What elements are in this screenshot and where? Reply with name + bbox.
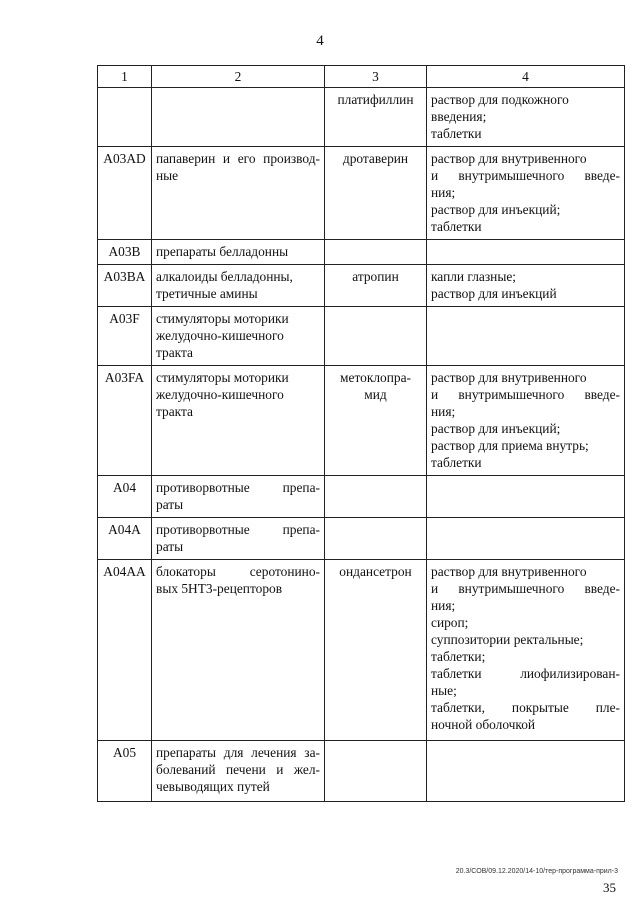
table-row	[98, 560, 625, 741]
table-row	[98, 518, 625, 560]
dosage-form-line: ния;	[431, 598, 456, 613]
table-row	[98, 307, 625, 366]
group-name-line: препараты для лечения за-	[156, 745, 320, 760]
dosage-form-cell	[427, 518, 625, 560]
dosage-form-cell	[427, 476, 625, 518]
inn-line: мид	[364, 387, 387, 402]
dosage-form-cell	[427, 560, 625, 741]
group-name-line: блокаторы серотонино-	[156, 564, 320, 579]
dosage-form-line: раствор для внутривенного	[431, 151, 587, 166]
group-name-line: желудочно-кишечного	[156, 328, 284, 343]
group-name-line: препараты белладонны	[156, 244, 289, 259]
dosage-form-line: таблетки	[431, 455, 482, 470]
inn-cell	[325, 518, 427, 560]
dosage-form-cell	[427, 88, 625, 147]
group-name-line: раты	[156, 539, 184, 554]
dosage-form-cell	[427, 147, 625, 240]
inn-cell	[325, 476, 427, 518]
group-name-line: желудочно-кишечного	[156, 387, 284, 402]
atc-code-cell: A03FA	[98, 366, 152, 476]
dosage-form-line: сироп;	[431, 615, 469, 630]
atc-code-cell: A03AD	[98, 147, 152, 240]
dosage-form-line: капли глазные;	[431, 269, 516, 284]
inn-line: атропин	[352, 269, 399, 284]
atc-code-cell: A03F	[98, 307, 152, 366]
column-header-2: 2	[152, 66, 325, 88]
column-header-3: 3	[325, 66, 427, 88]
inn-cell	[325, 265, 427, 307]
group-name-cell	[152, 560, 325, 741]
dosage-form-line: ния;	[431, 185, 456, 200]
atc-code-cell: A04	[98, 476, 152, 518]
dosage-form-line: и внутримышечного введе-	[431, 387, 620, 402]
dosage-form-cell	[427, 265, 625, 307]
header-row	[98, 66, 625, 88]
group-name-cell	[152, 147, 325, 240]
group-name-line: тракта	[156, 345, 193, 360]
atc-code-cell: A03BA	[98, 265, 152, 307]
table-row	[98, 147, 625, 240]
table-row	[98, 88, 625, 147]
inn-cell	[325, 741, 427, 802]
dosage-form-line: раствор для инъекций;	[431, 421, 561, 436]
group-name-cell	[152, 741, 325, 802]
inn-cell	[325, 88, 427, 147]
sheet-number: 35	[603, 880, 616, 895]
dosage-form-line: введения;	[431, 109, 487, 124]
inn-line: метоклопра-	[340, 370, 411, 385]
table-row	[98, 741, 625, 802]
dosage-form-line: ные;	[431, 683, 457, 698]
group-name-cell	[152, 265, 325, 307]
column-header-4: 4	[427, 66, 625, 88]
dosage-form-line: таблетки лиофилизирован-	[431, 666, 620, 681]
group-name-line: ные	[156, 168, 179, 183]
document-code: 20.3/СОВ/09.12.2020/14-10/тер-программа-прил-3	[455, 868, 618, 875]
group-name-cell	[152, 240, 325, 265]
inn-line: дротаверин	[342, 151, 409, 166]
atc-code-cell: A04A	[98, 518, 152, 560]
atc-code-cell: A04AA	[98, 560, 152, 741]
dosage-form-line: ния;	[431, 404, 456, 419]
group-name-cell	[152, 88, 325, 147]
inn-cell	[325, 560, 427, 741]
dosage-form-line: таблетки	[431, 219, 482, 234]
group-name-line: третичные амины	[156, 286, 258, 301]
dosage-form-line: раствор для подкожного	[431, 92, 569, 107]
dosage-form-line: таблетки	[431, 126, 482, 141]
inn-cell	[325, 240, 427, 265]
group-name-line: вых 5HT3-рецепторов	[156, 581, 283, 596]
dosage-form-cell	[427, 366, 625, 476]
drug-table	[97, 65, 625, 802]
dosage-form-line: ночной оболочкой	[431, 717, 536, 732]
dosage-form-line: таблетки;	[431, 649, 486, 664]
dosage-form-line: раствор для инъекций;	[431, 202, 561, 217]
dosage-form-line: таблетки, покрытые пле-	[431, 700, 620, 715]
dosage-form-cell	[427, 307, 625, 366]
group-name-line: чевыводящих путей	[156, 779, 270, 794]
group-name-line: болеваний печени и жел-	[156, 762, 320, 777]
group-name-cell	[152, 366, 325, 476]
column-header-1: 1	[98, 66, 152, 88]
group-name-line: противорвотные препа-	[156, 480, 320, 495]
table-row	[98, 366, 625, 476]
inn-line: ондансетрон	[339, 564, 412, 579]
group-name-line: папаверин и его производ-	[156, 151, 320, 166]
inn-line: платифиллин	[337, 92, 414, 107]
dosage-form-line: суппозитории ректальные;	[431, 632, 584, 647]
dosage-form-line: раствор для внутривенного	[431, 370, 587, 385]
group-name-cell	[152, 307, 325, 366]
table-row	[98, 240, 625, 265]
dosage-form-cell	[427, 240, 625, 265]
table-row	[98, 476, 625, 518]
group-name-cell	[152, 518, 325, 560]
inn-cell	[325, 366, 427, 476]
dosage-form-cell	[427, 741, 625, 802]
group-name-line: стимуляторы моторики	[156, 311, 289, 326]
inn-cell	[325, 147, 427, 240]
dosage-form-line: раствор для приема внутрь;	[431, 438, 589, 453]
group-name-cell	[152, 476, 325, 518]
dosage-form-line: и внутримышечного введе-	[431, 168, 620, 183]
inn-cell	[325, 307, 427, 366]
atc-code-cell	[98, 88, 152, 147]
group-name-line: противорвотные препа-	[156, 522, 320, 537]
atc-code-cell: A03B	[98, 240, 152, 265]
table-row	[98, 265, 625, 307]
group-name-line: стимуляторы моторики	[156, 370, 289, 385]
atc-code-cell: A05	[98, 741, 152, 802]
table-body	[98, 88, 625, 802]
dosage-form-line: и внутримышечного введе-	[431, 581, 620, 596]
group-name-line: алкалоиды белладонны,	[156, 269, 293, 284]
group-name-line: тракта	[156, 404, 193, 419]
dosage-form-line: раствор для инъекций	[431, 286, 557, 301]
dosage-form-line: раствор для внутривенного	[431, 564, 587, 579]
group-name-line: раты	[156, 497, 184, 512]
page-number: 4	[316, 33, 324, 49]
